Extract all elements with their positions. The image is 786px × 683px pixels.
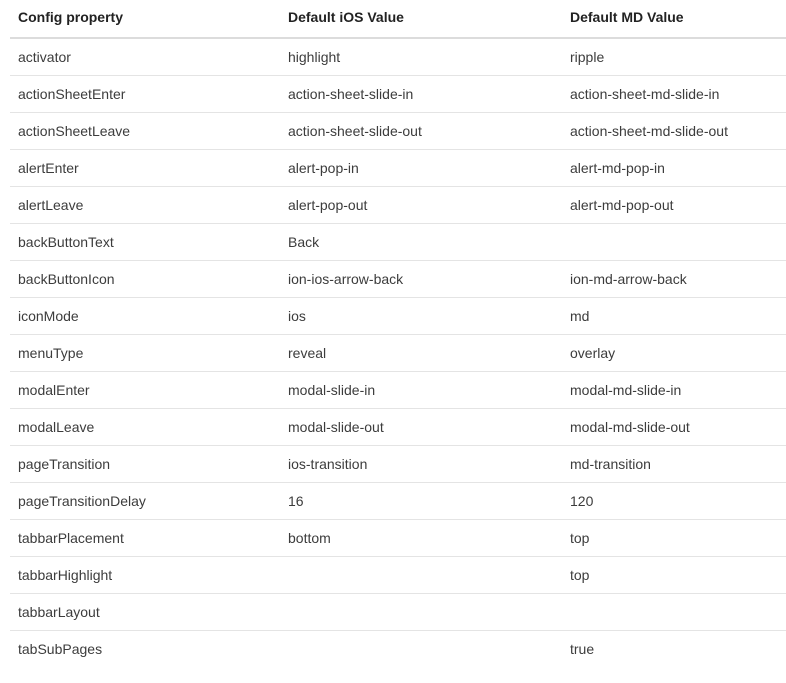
header-config-property: Config property — [10, 0, 280, 38]
config-property-cell: tabbarHighlight — [10, 557, 280, 594]
ios-value-cell: ios-transition — [280, 446, 562, 483]
md-value-cell: 120 — [562, 483, 786, 520]
table-row — [10, 76, 786, 113]
md-value-cell: top — [562, 520, 786, 557]
table-row — [10, 150, 786, 187]
md-value-cell: alert-md-pop-out — [562, 187, 786, 224]
config-table — [10, 0, 786, 667]
config-property-cell: iconMode — [10, 298, 280, 335]
md-value-cell: true — [570, 641, 595, 657]
config-property-cell: pageTransitionDelay — [10, 483, 280, 520]
table-row — [10, 631, 786, 668]
ios-value-cell: alert-pop-out — [280, 187, 562, 224]
table-row — [10, 520, 786, 557]
table-row — [10, 298, 786, 335]
table-row — [10, 38, 786, 76]
config-property-cell: tabSubPages — [18, 641, 103, 657]
table-row — [10, 372, 786, 409]
md-value-cell: modal-md-slide-in — [562, 372, 786, 409]
ios-value-cell: reveal — [280, 335, 562, 372]
table-row — [10, 335, 786, 372]
config-property-cell: alertLeave — [10, 187, 280, 224]
ios-value-cell: 16 — [280, 483, 562, 520]
table-row — [10, 224, 786, 261]
config-property-cell: modalEnter — [10, 372, 280, 409]
ios-value-cell — [280, 631, 562, 668]
table-row — [10, 594, 786, 631]
ios-value-cell: modal-slide-out — [280, 409, 562, 446]
config-property-cell: activator — [10, 38, 280, 76]
config-property-cell: tabbarPlacement — [10, 520, 280, 557]
config-property-cell: pageTransition — [10, 446, 280, 483]
config-property-cell: backButtonIcon — [10, 261, 280, 298]
table-row — [10, 446, 786, 483]
ios-value-cell: bottom — [280, 520, 562, 557]
config-property-cell: alertEnter — [10, 150, 280, 187]
config-property-cell: menuType — [10, 335, 280, 372]
md-value-cell: ion-md-arrow-back — [562, 261, 786, 298]
ios-value-cell: Back — [280, 224, 562, 261]
header-row — [10, 0, 786, 38]
md-value-cell: modal-md-slide-out — [562, 409, 786, 446]
config-property-cell: tabbarLayout — [10, 594, 280, 631]
md-value-cell: md-transition — [562, 446, 786, 483]
table-row — [10, 483, 786, 520]
md-value-cell: top — [562, 557, 786, 594]
ios-value-cell — [280, 594, 562, 631]
table-header — [10, 0, 786, 38]
table-row — [10, 409, 786, 446]
config-property-cell: actionSheetLeave — [10, 113, 280, 150]
md-value-cell: md — [562, 298, 786, 335]
ios-value-cell: modal-slide-in — [280, 372, 562, 409]
md-value-cell: ripple — [562, 38, 786, 76]
config-property-cell: backButtonText — [10, 224, 280, 261]
header-default-ios-value: Default iOS Value — [280, 0, 562, 38]
ios-value-cell: highlight — [280, 38, 562, 76]
config-property-cell: modalLeave — [10, 409, 280, 446]
table-row — [10, 187, 786, 224]
ios-value-cell: alert-pop-in — [280, 150, 562, 187]
md-value-cell: overlay — [562, 335, 786, 372]
ios-value-cell: action-sheet-slide-in — [280, 76, 562, 113]
table-row — [10, 261, 786, 298]
config-property-cell: actionSheetEnter — [10, 76, 280, 113]
md-value-cell — [562, 224, 786, 261]
ios-value-cell: ios — [280, 298, 562, 335]
md-value-cell: alert-md-pop-in — [562, 150, 786, 187]
header-default-md-value: Default MD Value — [562, 0, 786, 38]
table-row — [10, 557, 786, 594]
ios-value-cell: action-sheet-slide-out — [280, 113, 562, 150]
md-value-cell: action-sheet-md-slide-in — [562, 76, 786, 113]
md-value-cell — [562, 594, 786, 631]
table-row — [10, 113, 786, 150]
ios-value-cell: ion-ios-arrow-back — [280, 261, 562, 298]
md-value-cell: action-sheet-md-slide-out — [562, 113, 786, 150]
table-body — [10, 38, 786, 667]
ios-value-cell — [280, 557, 562, 594]
